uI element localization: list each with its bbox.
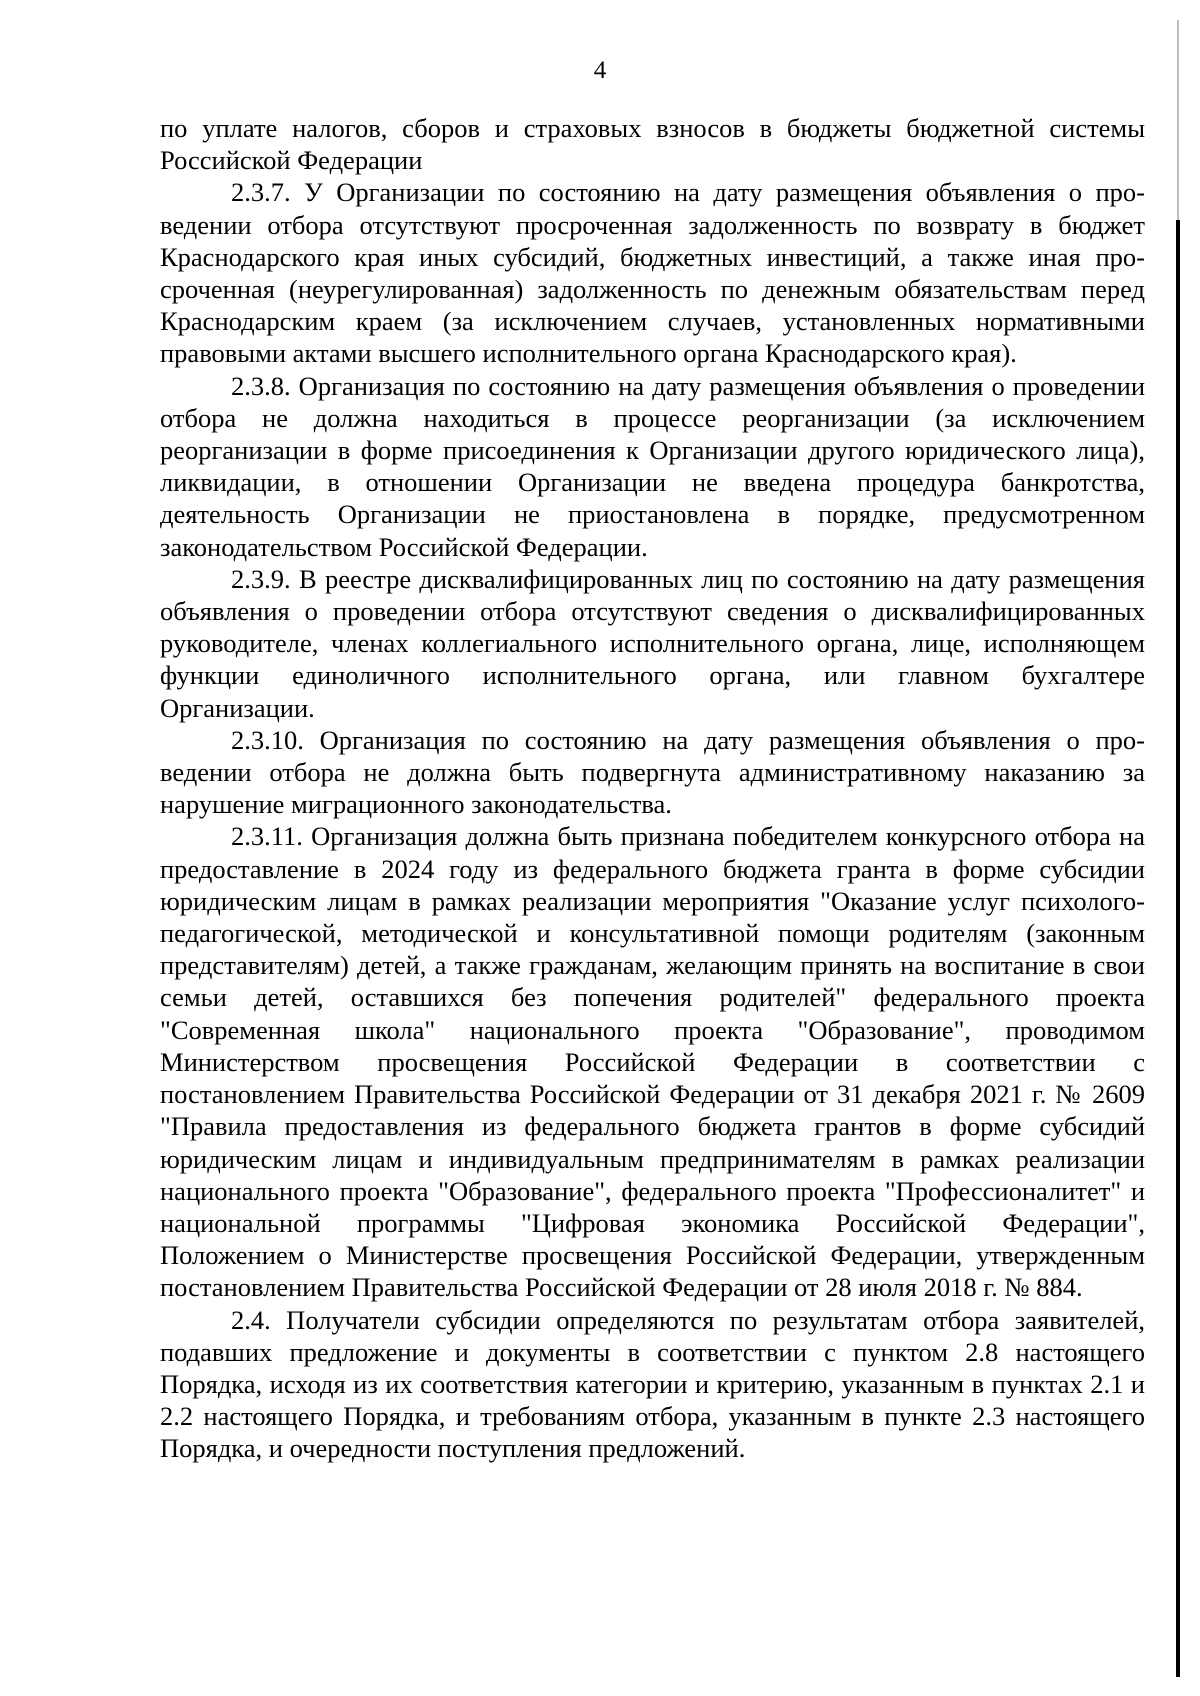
document-body: [160, 112, 1145, 1465]
paragraph-2-3-11: 2.3.11. Организация должна быть признана победителем конкурсного отбора на предоставление в 2024 году из федерального бюджета гранта в форме субсидии юридическим лицам в рамках реализации мероприятия "Оказание услуг психолого-педагогической, методической и консультативной помощи родителям (законным представителям) детей, а также гражданам, желающим принять на воспитание в свои семьи детей, оставшихся без попечения родителей" федерального проекта "Современная школа" национального проекта "Образование", проводимом Министерством просвещения Российской Федерации в соответствии с постановлением Правительства Российской Федерации от 31 декабря 2021 г. № 2609 "Правила предоставления из федерального бюджета грантов в форме субсидий юридическим лицам и индивидуальным предпринимателям в рамках реализации национального проекта "Образование", федерального проекта "Профессионалитет" и национальной программы "Цифровая экономика Российской Федерации", Положением о Министерстве просвещения Российской Федерации, утвержденным постановлением Правительства Российской Федерации от 28 июля 2018 г. № 884.: [160, 821, 1145, 1303]
paragraph-2-3-7: 2.3.7. У Организации по состоянию на дату размещения объявления о проведении отбора отсутствуют просроченная задолженность по возврату в бюджет Краснодарского края иных субсидий, бюджетных инвестиций, а также иная просроченная (неурегулированная) задолженность по денежным обязательствам перед Краснодарским краем (за исключением случаев, установленных нормативными правовыми актами высшего исполнительного органа Краснодарского края).: [160, 177, 1145, 369]
paragraph-2-4: 2.4. Получатели субсидии определяются по результатам отбора заявителей, подавших предложение и документы в соответствии с пунктом 2.8 настоящего Порядка, исходя из их соответствия категории и критерию, указанным в пунктах 2.1 и 2.2 настоящего Порядка, и требованиям отбора, указанным в пункте 2.3 настоящего Порядка, и очередности поступления предложений.: [160, 1304, 1145, 1464]
scan-edge-line: [1176, 220, 1180, 1677]
paragraph-2-3-9: 2.3.9. В реестре дисквалифицированных лиц по состоянию на дату размещения объявления о проведении отбора отсутствуют сведения о дисквалифицированных руководителе, членах коллегиального исполнительного органа, лице, исполняющем функции единоличного исполнительного органа, или главном бухгалтере Организации.: [160, 563, 1145, 723]
paragraph-2-3-10: 2.3.10. Организация по состоянию на дату размещения объявления о проведении отбора не должна быть подвергнута административному наказанию за нарушение миграционного законодательства.: [160, 724, 1145, 820]
paragraph-continued: по уплате налогов, сборов и страховых взносов в бюджеты бюджетной системы Российской Федерации: [160, 113, 1145, 176]
page-number: 4: [593, 57, 607, 84]
paragraph-2-3-8: 2.3.8. Организация по состоянию на дату размещения объявления о проведении отбора не должна находиться в процессе реорганизации (за исключением реорганизации в форме присоединения к Организации другого юридического лица), ликвидации, в отношении Организации не введена процедура банкротства, деятельность Организации не приостановлена в порядке, предусмотренном законодательством Российской Федерации.: [160, 370, 1145, 562]
scan-edge-faint: [1177, 20, 1179, 220]
